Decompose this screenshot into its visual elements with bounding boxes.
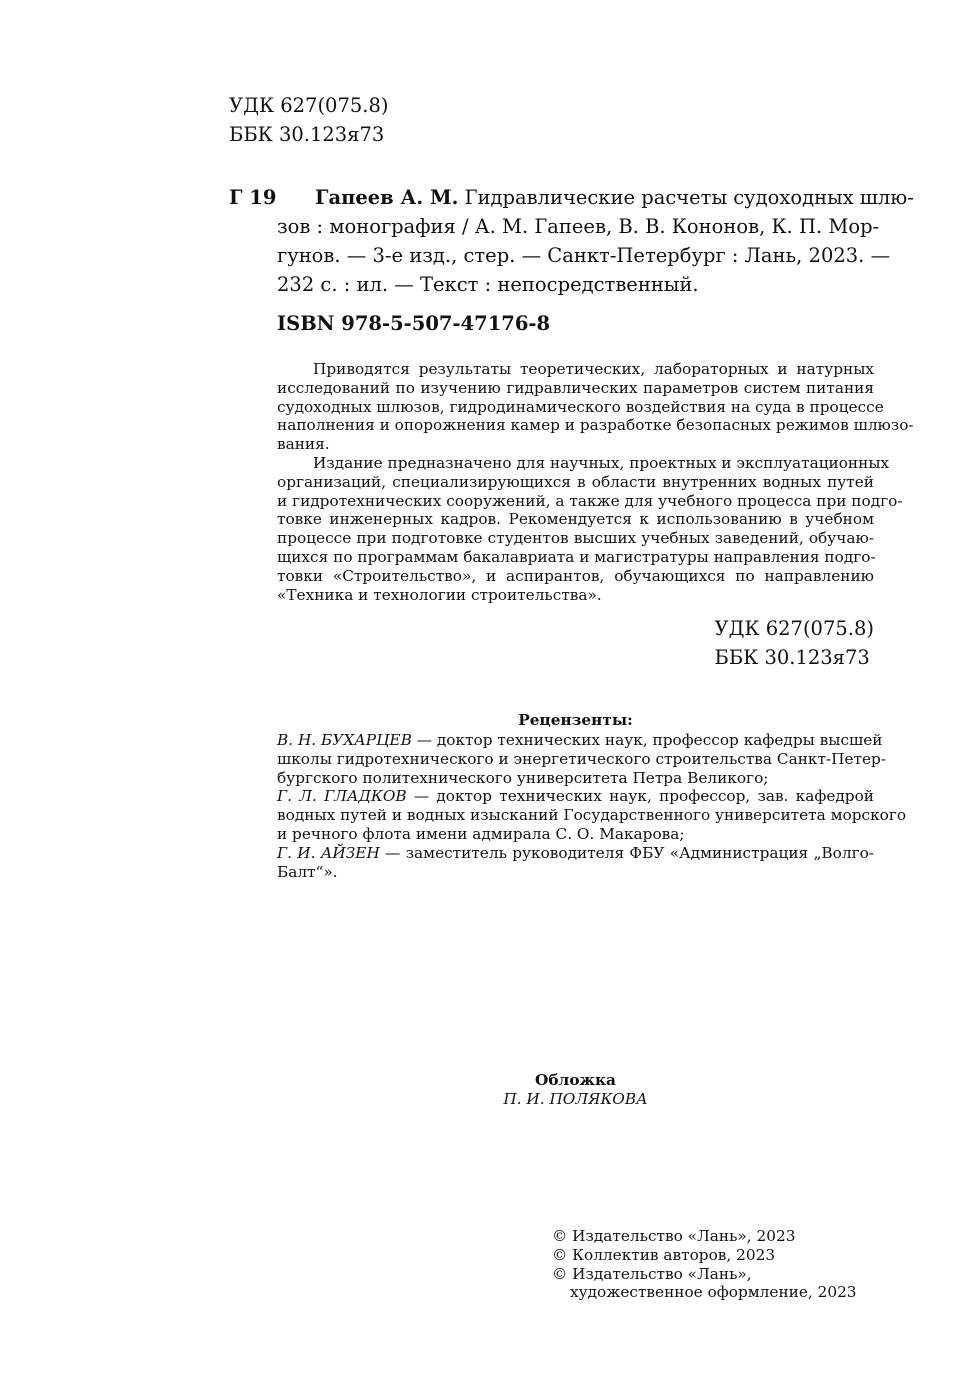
reviewer-2-line: и речного флота имени адмирала С. О. Макарова; xyxy=(277,824,685,843)
reviewer-3-name: Г. И. АЙЗЕН xyxy=(277,843,380,862)
catalog-entry xyxy=(277,183,914,299)
catalog-author: Гапеев А. М. xyxy=(315,186,459,209)
copyright-line: © Издательство «Лань», xyxy=(552,1264,752,1283)
cover-credit xyxy=(277,1071,874,1109)
isbn: ISBN 978-5-507-47176-8 xyxy=(277,312,551,335)
abstract-line: товке инженерных кадров. Рекомендуется к использованию в учебном xyxy=(277,510,874,529)
abstract-line: процессе при подготовке студентов высших учебных заведений, обучаю- xyxy=(277,529,874,548)
catalog-line-4: 232 с. : ил. — Текст : непосредственный. xyxy=(277,273,699,296)
abstract-line: наполнения и опорожнения камер и разработке безопасных режимов шлюзо- xyxy=(277,416,914,435)
copyright xyxy=(552,1227,857,1302)
abstract-line: судоходных шлюзов, гидродинамического воздействия на суда в процессе xyxy=(277,397,884,416)
abstract-line: исследований по изучению гидравлических параметров систем питания xyxy=(277,378,874,397)
top-index xyxy=(229,91,389,149)
right-bbk: ББК 30.123я73 xyxy=(714,646,870,669)
reviewer-3-line: Балт“». xyxy=(277,862,338,881)
abstract-line: организаций, специализирующихся в области внутренних водных путей xyxy=(277,472,874,491)
right-udk: УДК 627(075.8) xyxy=(714,617,874,640)
cover-artist: П. И. ПОЛЯКОВА xyxy=(503,1089,648,1108)
reviewer-2-name: Г. Л. ГЛАДКОВ xyxy=(277,787,407,806)
copyright-line: © Издательство «Лань», 2023 xyxy=(552,1227,796,1245)
reviewer-1-line: школы гидротехнического и энергетического строительства Санкт-Петер- xyxy=(277,749,886,768)
top-udk: УДК 627(075.8) xyxy=(229,94,389,117)
reviewer-1-name: В. Н. БУХАРЦЕВ xyxy=(277,731,412,749)
abstract-line: товки «Строительство», и аспирантов, обучающихся по направлению xyxy=(277,566,874,585)
reviewers xyxy=(277,731,907,881)
abstract-line: вания. xyxy=(277,435,330,454)
catalog-code: Г 19 xyxy=(229,186,277,209)
reviewers-heading: Рецензенты: xyxy=(518,711,633,729)
right-index xyxy=(715,614,875,672)
abstract xyxy=(277,360,914,604)
abstract-line: Приводятся результаты теоретических, лабораторных и натурных xyxy=(313,360,874,378)
reviewer-1-line: бургского политехнического университета Петра Великого; xyxy=(277,768,769,787)
reviewer-2-line: водных путей и водных изысканий Государственного университета морского xyxy=(277,806,907,825)
reviewer-3-line: Г. И. АЙЗЕН — заместитель руководителя ФБУ «Администрация „Волго- xyxy=(277,843,874,862)
catalog-line-1: Гапеев А. М. Гидравлические расчеты судоходных шлю- xyxy=(315,186,914,209)
copyright-line: художественное оформление, 2023 xyxy=(570,1283,857,1302)
cover-label: Обложка xyxy=(535,1071,616,1089)
catalog-line-2: зов : монография / А. М. Гапеев, В. В. Кононов, К. П. Мор- xyxy=(277,215,880,238)
reviewer-2-line: Г. Л. ГЛАДКОВ — доктор технических наук, профессор, зав. кафедрой xyxy=(277,787,874,806)
reviewer-1-line: В. Н. БУХАРЦЕВ — доктор технических наук, профессор кафедры высшей xyxy=(277,731,883,749)
abstract-line: Издание предназначено для научных, проектных и эксплуатационных xyxy=(313,453,890,472)
abstract-line: щихся по программам бакалавриата и магистратуры направления подго- xyxy=(277,547,876,566)
copyright-line: © Коллектив авторов, 2023 xyxy=(552,1245,776,1264)
catalog-line-3: гунов. — 3-е изд., стер. — Санкт-Петербург : Лань, 2023. — xyxy=(277,244,891,267)
abstract-line: «Техника и технологии строительства». xyxy=(277,585,602,604)
abstract-line: и гидротехнических сооружений, а также для учебного процесса при подго- xyxy=(277,491,903,510)
top-bbk: ББК 30.123я73 xyxy=(229,123,385,146)
